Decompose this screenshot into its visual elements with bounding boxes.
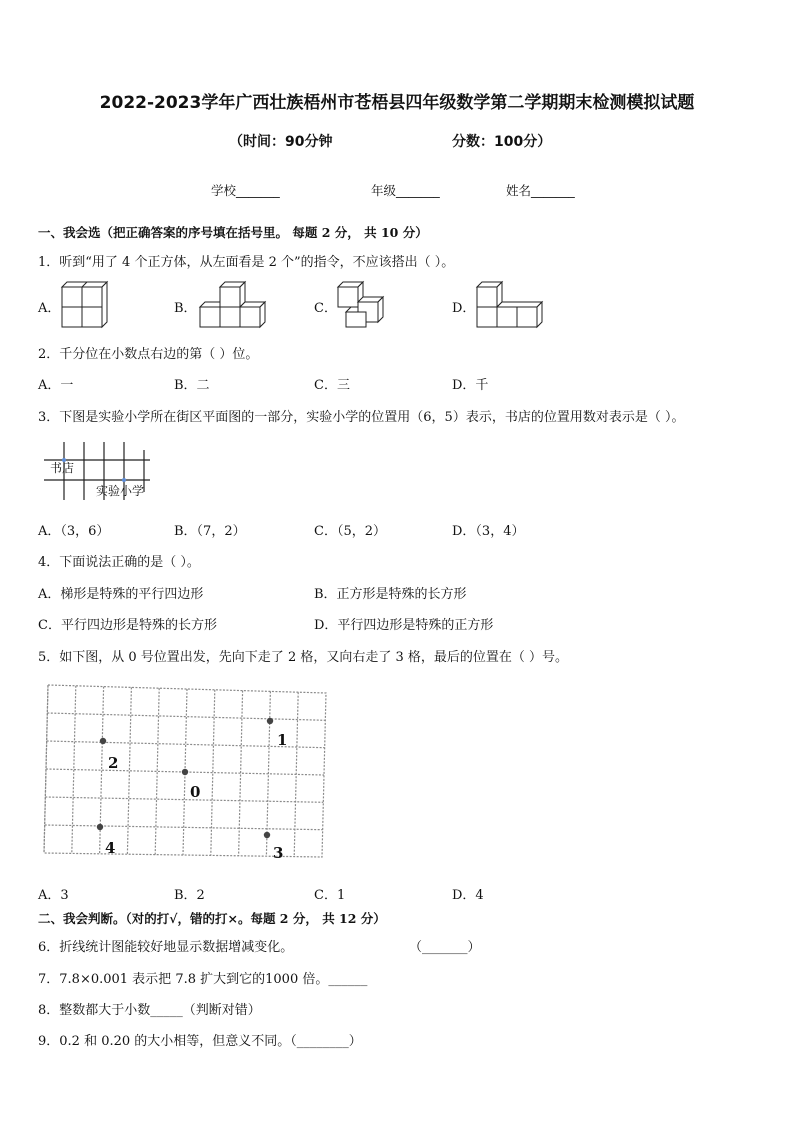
point-1	[267, 718, 273, 724]
exam-time: （时间：90分钟	[229, 134, 333, 150]
cube-figure-b	[198, 280, 268, 328]
q4-option-d[interactable]: D．平行四边形是特殊的正方形	[314, 618, 494, 633]
position-grid	[42, 683, 332, 863]
grid-label-3: 3	[273, 844, 284, 862]
q1-option-a[interactable]: A．	[38, 301, 61, 316]
q1-option-d[interactable]: D．	[452, 301, 476, 316]
q7-stem: 7．7.8×0.001 表示把 7.8 扩大到它的1000 倍。______	[38, 972, 368, 987]
q2-option-a[interactable]: A．一	[38, 378, 74, 393]
q5-option-d[interactable]: D．4	[452, 888, 484, 903]
name-field[interactable]: 姓名_______	[506, 183, 575, 198]
grid-label-4: 4	[105, 839, 116, 857]
section-1-heading: 一、我会选（把正确答案的序号填在括号里。 每题 2 分， 共 10 分）	[38, 225, 428, 240]
q3-option-a[interactable]: A．（3，6）	[38, 524, 110, 539]
q3-stem: 3．下图是实验小学所在街区平面图的一部分，实验小学的位置用（6，5）表示，书店的位置用数对表示是（ ）。	[38, 410, 685, 425]
q2-option-c[interactable]: C．三	[314, 378, 350, 393]
point-0	[182, 769, 188, 775]
q4-stem: 4．下面说法正确的是（ ）。	[38, 555, 200, 570]
q1-stem: 1．听到“用了 4 个正方体，从左面看是 2 个”的指令，不应该搭出（ ）。	[38, 255, 455, 270]
section-2-heading: 二、我会判断。（对的打√，错的打×。每题 2 分， 共 12 分）	[38, 911, 386, 926]
cube-figure-c	[336, 280, 386, 328]
q6-answer-blank[interactable]: （_______）	[409, 940, 481, 955]
grid-label-1: 1	[277, 731, 288, 749]
page-title: 2022-2023学年广西壮族梧州市苍梧县四年级数学第二学期期末检测模拟试题	[99, 93, 695, 113]
q1-option-b[interactable]: B．	[174, 301, 197, 316]
q6-stem: 6．折线统计图能较好地显示数据增减变化。	[38, 940, 294, 955]
point-2	[100, 738, 106, 744]
q2-stem: 2．千分位在小数点右边的第（ ）位。	[38, 347, 259, 362]
q4-option-c[interactable]: C．平行四边形是特殊的长方形	[38, 618, 217, 633]
q1-option-c[interactable]: C．	[314, 301, 337, 316]
grid-label-0: 0	[190, 783, 201, 801]
exam-score: 分数：100分）	[452, 134, 552, 150]
grade-field[interactable]: 年级_______	[371, 183, 440, 198]
map-label-school: 实验小学	[96, 484, 145, 498]
point-4	[97, 824, 103, 830]
q2-option-b[interactable]: B．二	[174, 378, 210, 393]
q3-option-c[interactable]: C．（5，2）	[314, 524, 386, 539]
q5-stem: 5．如下图，从 0 号位置出发，先向下走了 2 格，又向右走了 3 格，最后的位置在（ ）号。	[38, 650, 569, 665]
q4-option-a[interactable]: A．梯形是特殊的平行四边形	[38, 587, 204, 602]
q5-option-a[interactable]: A．3	[38, 888, 69, 903]
q4-option-b[interactable]: B．正方形是特殊的长方形	[314, 587, 467, 602]
q3-option-b[interactable]: B．（7，2）	[174, 524, 246, 539]
q8-stem: 8．整数都大于小数_____（判断对错）	[38, 1003, 261, 1018]
cube-figure-a	[60, 280, 110, 328]
cube-figure-d	[475, 280, 545, 328]
q5-option-c[interactable]: C．1	[314, 888, 346, 903]
q3-option-d[interactable]: D．（3，4）	[452, 524, 525, 539]
point-3	[264, 832, 270, 838]
map-label-bookstore: 书店	[50, 461, 75, 475]
grid-label-2: 2	[108, 754, 119, 772]
q2-option-d[interactable]: D．千	[452, 378, 489, 393]
q9-stem: 9．0.2 和 0.20 的大小相等，但意义不同。（________）	[38, 1034, 362, 1049]
school-field[interactable]: 学校_______	[211, 183, 280, 198]
q5-option-b[interactable]: B．2	[174, 888, 205, 903]
